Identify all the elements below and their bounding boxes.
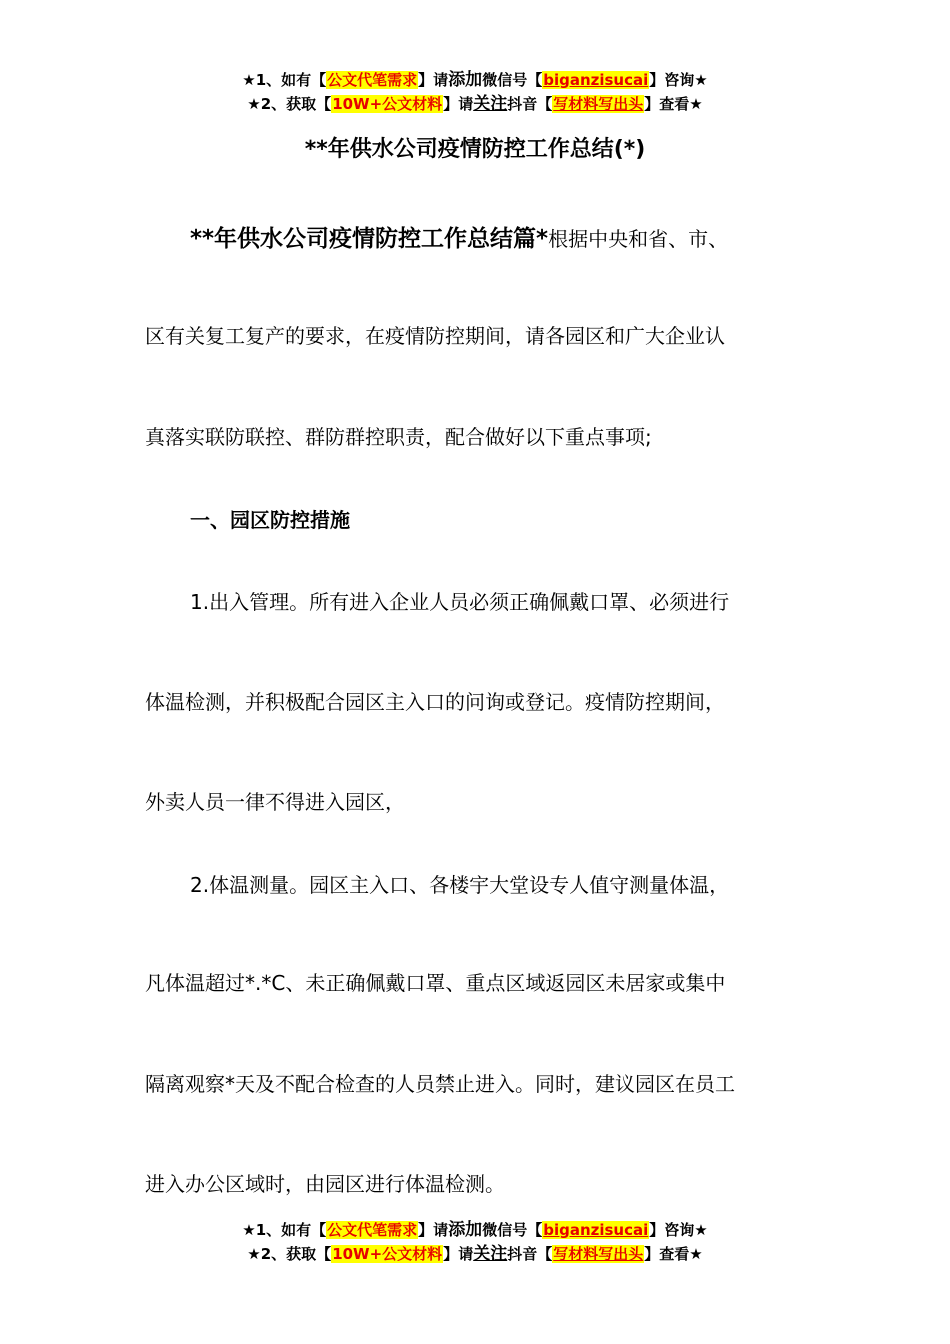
section-heading: 一、园区防控措施 (190, 508, 350, 532)
footer-banner (0, 1218, 950, 1266)
paragraph-1-line-3: 真落实联防联控、群防群控职责，配合做好以下重点事项; (145, 425, 652, 449)
banner-emphasis: 添加 (448, 1220, 483, 1240)
paragraph-3-line-3: 隔离观察*天及不配合检查的人员禁止进入。同时，建议园区在员工 (145, 1072, 735, 1096)
banner-highlight: 10W+公文材料 (332, 95, 443, 113)
paragraph-lead: **年供水公司疫情防控工作总结篇* (190, 226, 549, 252)
banner-highlight: 公文代笔需求 (327, 71, 418, 89)
header-banner (0, 68, 950, 116)
document-title: **年供水公司疫情防控工作总结(*) (304, 137, 646, 162)
banner-wechat-id: biganzisucai (543, 1221, 649, 1239)
banner-line-2 (0, 1242, 950, 1266)
banner-line-1 (0, 1218, 950, 1242)
banner-highlight: 写材料写出头 (553, 95, 644, 113)
paragraph-2-line-3: 外卖人员一律不得进入园区， (145, 790, 405, 814)
banner-highlight: 公文代笔需求 (327, 1221, 418, 1239)
banner-text: 】查看★ (644, 95, 703, 113)
banner-text: 】咨询★ (649, 1221, 708, 1239)
banner-emphasis: 关注 (473, 1244, 508, 1264)
banner-text: 抖音【 (507, 1245, 553, 1263)
banner-line-1 (0, 68, 950, 92)
paragraph-2-line-1: 1.出入管理。所有进入企业人员必须正确佩戴口罩、必须进行 (190, 590, 730, 614)
paragraph-3-line-4: 进入办公区域时，由园区进行体温检测。 (145, 1172, 505, 1196)
banner-text: 】请 (418, 1221, 449, 1239)
banner-text: ★2、获取【 (247, 95, 332, 113)
paragraph-3-line-2: 凡体温超过*.*C、未正确佩戴口罩、重点区域返园区未居家或集中 (145, 971, 726, 995)
banner-text: 】咨询★ (649, 71, 708, 89)
banner-line-2 (0, 92, 950, 116)
banner-text: 微信号【 (482, 71, 543, 89)
banner-text: 】请 (443, 95, 474, 113)
banner-wechat-id: biganzisucai (543, 71, 649, 89)
banner-text: ★2、获取【 (247, 1245, 332, 1263)
banner-text: 微信号【 (482, 1221, 543, 1239)
paragraph-text: 根据中央和省、市、 (548, 227, 729, 251)
banner-emphasis: 关注 (473, 94, 508, 114)
banner-text: ★1、如有【 (242, 1221, 327, 1239)
banner-text: 】请 (418, 71, 449, 89)
banner-highlight: 写材料写出头 (553, 1245, 644, 1263)
banner-text: 抖音【 (507, 95, 553, 113)
banner-emphasis: 添加 (448, 70, 483, 90)
paragraph-2-line-2: 体温检测，并积极配合园区主入口的问询或登记。疫情防控期间， (145, 690, 725, 714)
paragraph-1-line-1 (190, 220, 728, 253)
banner-text: ★1、如有【 (242, 71, 327, 89)
banner-text: 】请 (443, 1245, 474, 1263)
paragraph-1-line-2: 区有关复工复产的要求，在疫情防控期间，请各园区和广大企业认 (145, 324, 725, 348)
banner-highlight: 10W+公文材料 (332, 1245, 443, 1263)
banner-text: 】查看★ (644, 1245, 703, 1263)
paragraph-3-line-1: 2.体温测量。园区主入口、各楼宇大堂设专人值守测量体温， (190, 873, 730, 897)
